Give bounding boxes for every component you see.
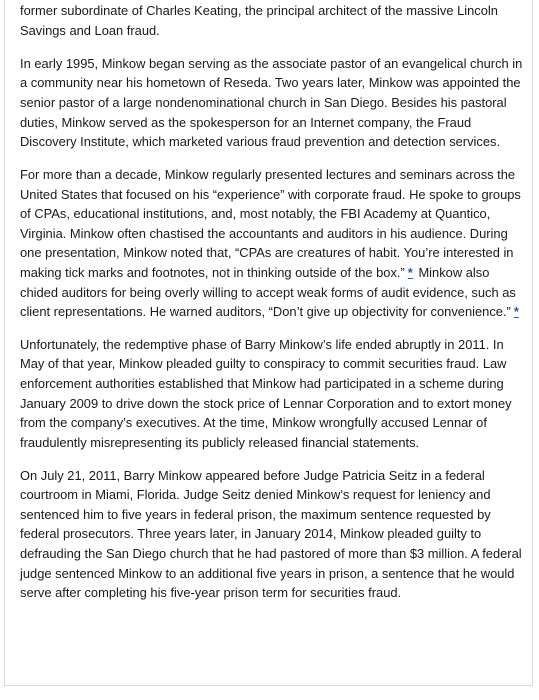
footnote-link-1[interactable]: * [407, 264, 413, 280]
paragraph-keating: former subordinate of Charles Keating, the principal architect of the massive Lincoln Savings and Loan fraud. [20, 3, 498, 38]
paragraph-pastor: In early 1995, Minkow began serving as the associate pastor of an evangelical church in a community near his hometown of Reseda. Two years later, Minkow was appointed the senior pastor of a large nondenominational church in San Diego. Besides his pastoral duties, Minkow served as the spokesperson for an Internet company, the Fraud Discovery Institute, which marketed various fraud prevention and detection services. [20, 55, 523, 150]
page-frame [4, 0, 533, 686]
footnote-link-2[interactable]: * [513, 304, 519, 320]
paragraph-lectures-text-1: For more than a decade, Minkow regularly presented lectures and seminars across the United States that focused on his “experience” with corporate fraud. He spoke to groups of CPAs, educational institutions, and, most notably, the FBI Academy at Quantico, Virginia. Minkow often chastised the accountants and auditors in his audience. During one presentation, Minkow noted that, “CPAs are creatures of habit. You’re interested in making tick marks and footnotes, not in thinking outside of the box.” [20, 166, 521, 280]
paragraph-lectures-text-2: Minkow also chided auditors for being overly willing to accept weak forms of audit evidence, such as client representations. He warned auditors, “Don’t give up objectivity for convenience.” [20, 264, 516, 320]
paragraph-sentencing: On July 21, 2011, Barry Minkow appeared before Judge Patricia Seitz in a federal courtroom in Miami, Florida. Judge Seitz denied Minkow’s request for leniency and sentenced him to five years in federal prison, the maximum sentence requested by federal prosecutors. Three years later, in January 2014, Minkow pleaded guilty to defrauding the San Diego church that he had pastored of more than $3 million. A federal judge sentenced Minkow to an additional five years in prison, a sentence that he would serve after completing his five-year prison term for securities fraud. [20, 467, 522, 601]
document-body [20, 1, 525, 616]
paragraph-guilty-plea: Unfortunately, the redemptive phase of Barry Minkow’s life ended abruptly in 2011. In May of that year, Minkow pleaded guilty to conspiracy to commit securities fraud. Law enforcement authorities established that Minkow had participated in a scheme during January 2009 to drive down the stock price of Lennar Corporation and to extort money from the company’s executives. At the time, Minkow wrongfully accused Lennar of fraudulently misrepresenting its publicly released financial statements. [20, 336, 512, 450]
paragraph-lectures [20, 165, 525, 322]
